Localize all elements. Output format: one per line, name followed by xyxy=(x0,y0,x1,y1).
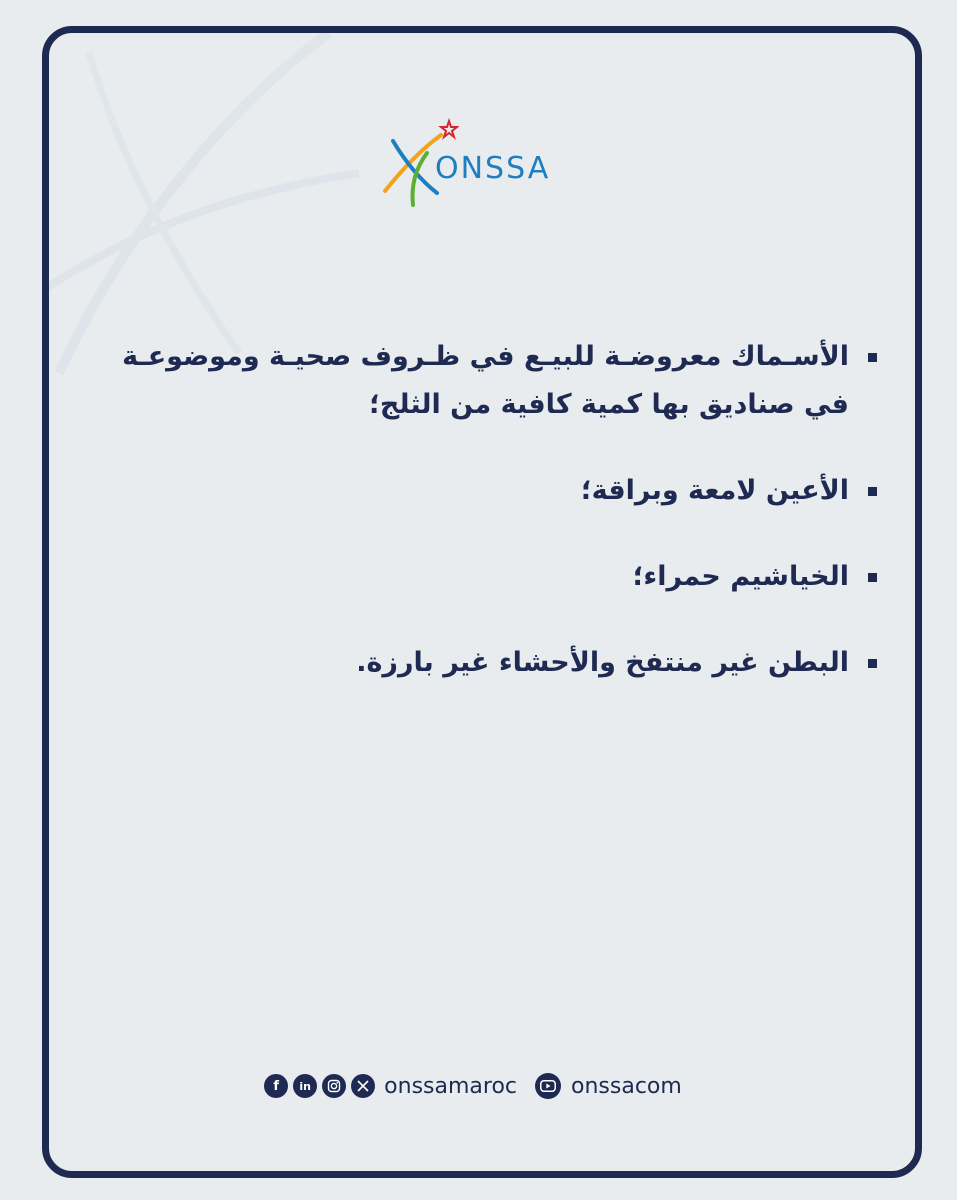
bullet-text: الخياشيم حمراء؛ xyxy=(632,561,849,592)
youtube-handle[interactable]: onssacom xyxy=(571,1073,682,1099)
list-item xyxy=(87,553,877,601)
social-footer xyxy=(49,1069,915,1103)
bullet-text: الأعين لامعة وبراقة؛ xyxy=(580,475,849,506)
square-bullet-icon xyxy=(868,353,877,362)
youtube-icon[interactable] xyxy=(535,1073,561,1099)
youtube-group xyxy=(535,1073,700,1099)
list-item xyxy=(87,639,877,687)
card-frame xyxy=(42,26,922,1178)
square-bullet-icon xyxy=(868,573,877,582)
bullet-list xyxy=(87,333,877,725)
square-bullet-icon xyxy=(868,487,877,496)
social-handle[interactable]: onssamaroc xyxy=(384,1073,518,1099)
x-icon[interactable] xyxy=(351,1074,375,1098)
instagram-icon[interactable] xyxy=(322,1074,346,1098)
linkedin-icon[interactable]: in xyxy=(293,1074,317,1098)
list-item xyxy=(87,467,877,515)
list-item xyxy=(87,333,877,429)
onssa-logo xyxy=(379,113,599,213)
logo-wordmark: ONSSA xyxy=(435,151,551,186)
social-group xyxy=(264,1074,535,1099)
bullet-text: الأسـماك معروضـة للبيـع في ظـروف صحيـة وموضوعـة في صناديق بها كمية كافية من الثلج؛ xyxy=(122,341,849,420)
facebook-icon[interactable]: f xyxy=(264,1074,288,1098)
bullet-text: البطن غير منتفخ والأحشاء غير بارزة. xyxy=(356,647,849,678)
square-bullet-icon xyxy=(868,659,877,668)
